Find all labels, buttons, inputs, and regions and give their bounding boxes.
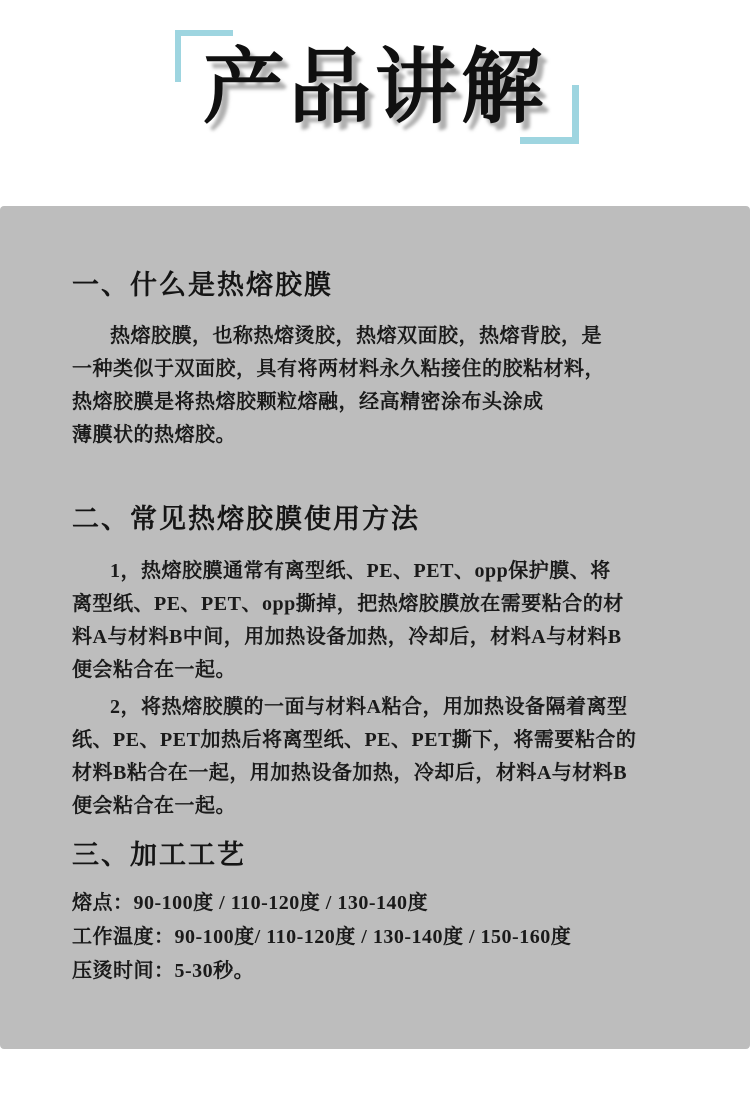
paragraph-line: 热熔胶膜是将热熔胶颗粒熔融，经高精密涂布头涂成 [72,391,544,413]
melting-point-spec: 熔点：90-100度 / 110-120度 / 130-140度 [72,892,428,914]
section-2-paragraph-1 [72,555,682,687]
paragraph-line: 离型纸、PE、PET、opp撕掉，把热熔胶膜放在需要粘合的材 [72,593,624,615]
section-3-heading: 三、加工工艺 [72,840,246,870]
corner-bracket-top-left-icon [175,30,233,82]
section-1-heading: 一、什么是热熔胶膜 [72,270,333,300]
content-panel [0,206,750,1049]
paragraph-line: 料A与材料B中间，用加热设备加热，冷却后，材料A与材料B [72,626,622,648]
press-time-spec: 压烫时间：5-30秒。 [72,960,255,982]
paragraph-line: 一种类似于双面胶，具有将两材料永久粘接住的胶粘材料， [72,358,605,380]
section-2-paragraph-2 [72,691,682,823]
process-spec-list [72,886,692,988]
corner-bracket-bottom-right-icon [520,85,579,144]
paragraph-line: 薄膜状的热熔胶。 [72,424,236,446]
page-header [0,34,750,142]
paragraph-line: 材料B粘合在一起，用加热设备加热，冷却后，材料A与材料B [72,762,628,784]
paragraph-line: 便会粘合在一起。 [72,659,236,681]
working-temperature-spec: 工作温度：90-100度/ 110-120度 / 130-140度 / 150-160度 [72,926,572,948]
paragraph-line: 2，将热熔胶膜的一面与材料A粘合，用加热设备隔着离型 [110,696,628,718]
section-1-paragraph [72,320,682,452]
paragraph-line: 便会粘合在一起。 [72,795,236,817]
title-container [193,34,557,142]
page-title: 产品讲解 [202,42,547,133]
paragraph-line: 纸、PE、PET加热后将离型纸、PE、PET撕下，将需要粘合的 [72,729,637,751]
paragraph-line: 1，热熔胶膜通常有离型纸、PE、PET、opp保护膜、将 [110,560,611,582]
section-2-heading: 二、常见热熔胶膜使用方法 [72,504,420,534]
paragraph-line: 热熔胶膜，也称热熔烫胶，热熔双面胶，热熔背胶，是 [110,325,602,347]
